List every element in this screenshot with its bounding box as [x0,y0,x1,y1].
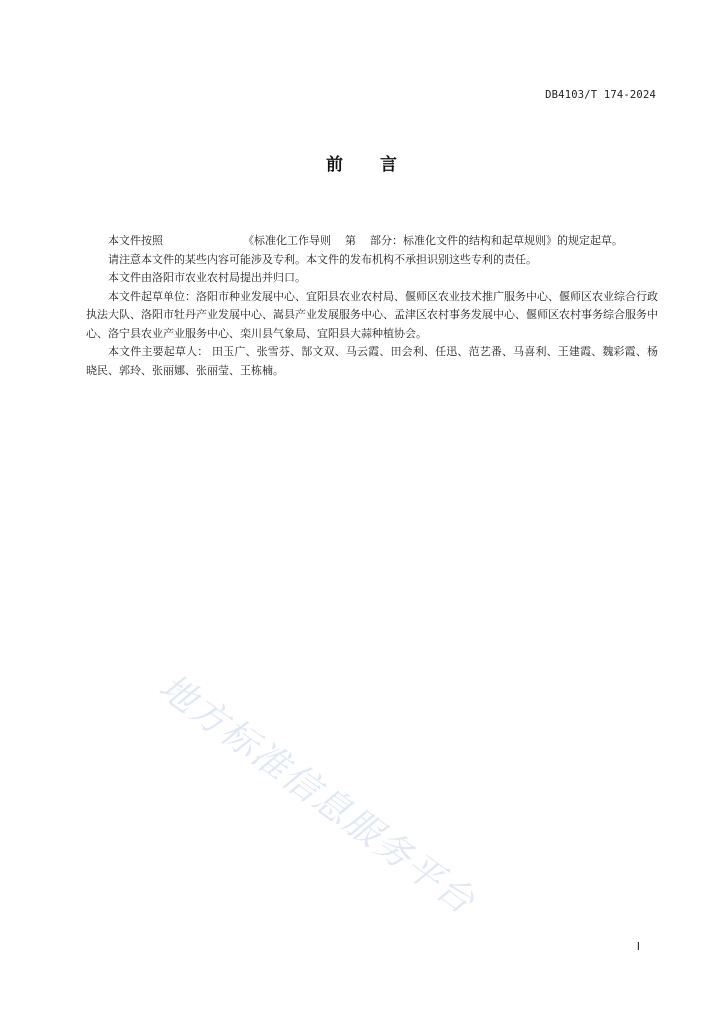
paragraph-drafting-rules [86,232,658,251]
paragraph-text: 《标准化工作导则 [243,234,331,247]
page-number: I [636,940,640,953]
paragraph-proposer: 本文件由洛阳市农业农村局提出并归口。 [108,271,306,284]
paragraph-text: 本文件按照 [108,234,163,247]
title-char-2: 言 [380,155,398,175]
paragraph-patent-notice: 请注意本文件的某些内容可能涉及专利。本文件的发布机构不承担识别这些专利的责任。 [108,252,537,266]
title-char-1: 前 [326,155,344,175]
document-code: DB4103/T 174-2024 [545,89,656,101]
paragraph-drafting-units: 本文件起草单位：洛阳市种业发展中心、宜阳县农业农村局、偃师区农业技术推广服务中心、偃师区农业综合行政执法大队、洛阳市牡丹产业发展中心、嵩县产业发展服务中心、孟津区农村事务发展中心、偃师区农村事务综合服务中心、洛宁县农业产业服务中心、栾川县气象局、宜阳县大蒜种植协会。 [86,289,658,340]
paragraph-text: 部分：标准化文件的结构和起草规则》的规定起草。 [370,234,623,247]
foreword-body [86,232,658,380]
paragraph-text: 第 [345,234,356,247]
paragraph-drafters: 本文件主要起草人： 田玉广、张雪芬、郜文双、马云霞、田会利、任迅、范艺番、马喜利、王建霞、魏彩霞、杨晓民、郭玲、张丽娜、张丽莹、王栋楠。 [86,345,658,377]
watermark: 地方标准信息服务平台 [151,666,483,924]
section-title [0,150,724,175]
